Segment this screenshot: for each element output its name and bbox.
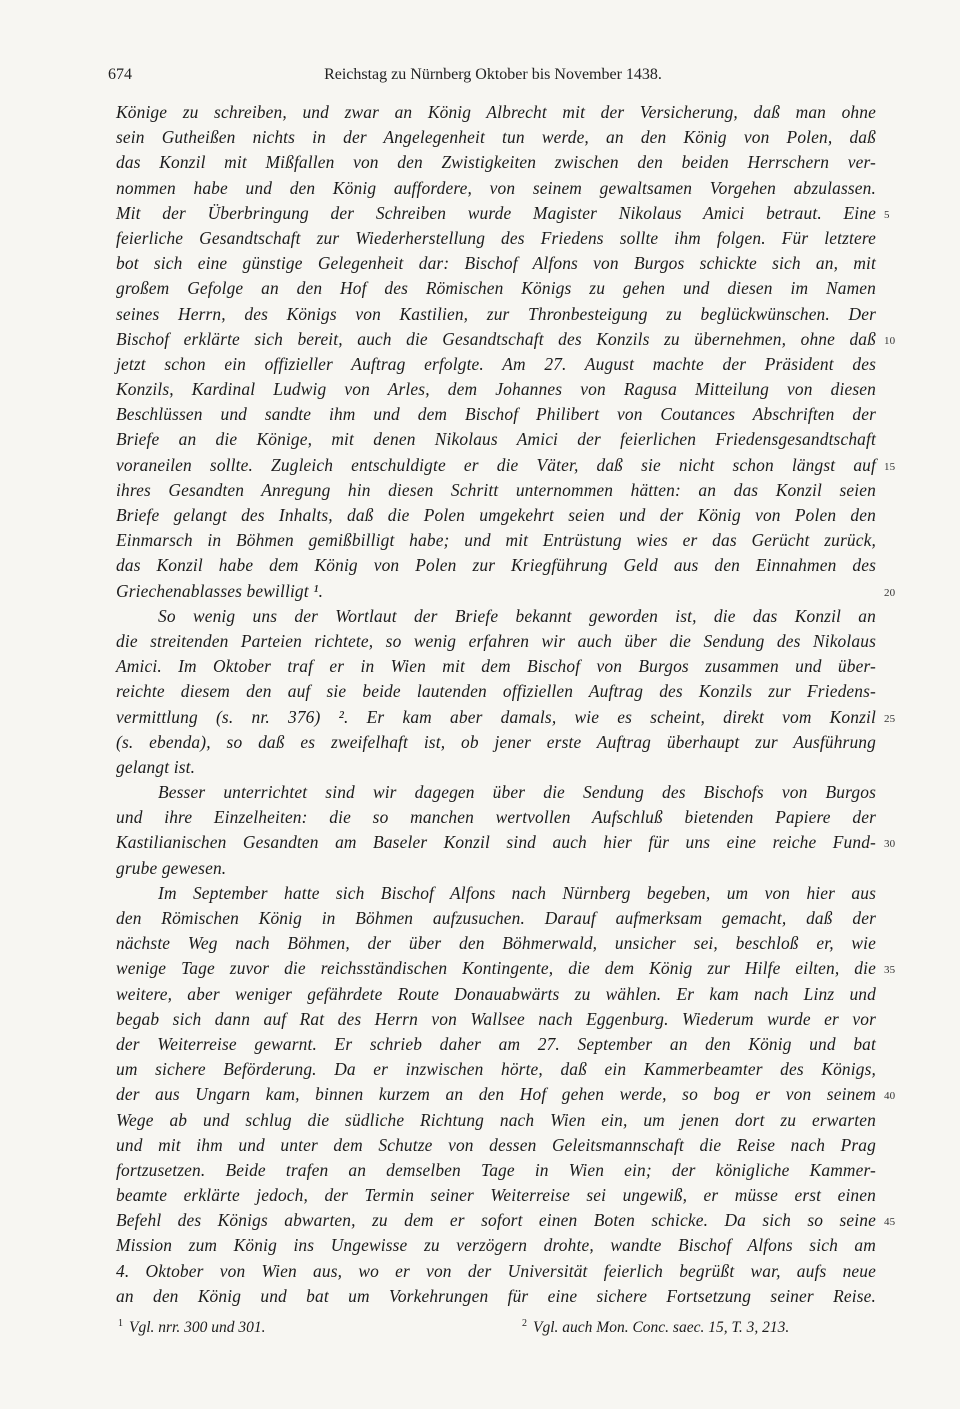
text-line-content: bot sich eine günstige Gelegenheit dar: Bischof Alfons von Burgos schickte sich an, mit <box>116 253 876 274</box>
text-line-content: ihres Gesandten Anregung hin diesen Schritt unternommen hätten: an das Konzil seien <box>116 479 876 500</box>
text-line-content: an den König und bat um Vorkehrungen für eine sichere Fortsetzung seiner Reise. <box>116 1285 876 1306</box>
text-line <box>116 730 876 755</box>
text-line <box>116 402 876 427</box>
line-number: 5 <box>884 208 890 221</box>
text-line <box>116 805 876 830</box>
text-line <box>116 780 876 805</box>
text-line-content: und mit ihm und unter dem Schutze von dessen Geleitsmannschaft die Reise nach Prag <box>116 1134 876 1155</box>
text-line-content: um sichere Beförderung. Da er inzwischen hörte, daß ein Kammerbeamter des Königs, <box>116 1059 876 1080</box>
text-line <box>116 377 876 402</box>
text-line-content: (s. ebenda), so daß es zweifelhaft ist, ob jener erste Auftrag überhaupt zur Ausführung <box>116 731 876 752</box>
text-line <box>116 150 876 175</box>
text-line-content: und ihre Einzelheiten: die so manchen wertvollen Aufschluß bietenden Papiere der <box>116 807 876 828</box>
text-line <box>116 982 876 1007</box>
line-number: 35 <box>884 964 896 977</box>
text-line <box>116 956 896 981</box>
line-number: 20 <box>884 586 896 599</box>
text-line <box>116 1284 876 1309</box>
text-line-content: der Weiterreise gewarnt. Er schrieb daher am 27. September an den König und bat <box>116 1033 876 1054</box>
text-line <box>116 427 876 452</box>
text-line-content: sein Gutheißen nichts in der Angelegenheit tun werde, an den König von Polen, daß <box>116 127 876 148</box>
footnote-2 <box>522 1318 789 1337</box>
text-line-content: Beschlüssen und sandte ihm und dem Bischof Philibert von Coutances Abschriften der <box>116 404 876 425</box>
text-line <box>116 705 896 730</box>
text-line-content: weitere, aber weniger gefährdete Route Donauabwärts zu wählen. Er kam nach Linz und <box>116 983 876 1004</box>
text-line <box>116 579 896 604</box>
line-number: 45 <box>884 1216 896 1229</box>
text-line-content: nächste Weg nach Böhmen, der über den Böhmerwald, unsicher sei, beschloß er, wie <box>116 933 876 954</box>
text-line <box>116 226 876 251</box>
text-line-content: der aus Ungarn kam, binnen kurzem an den Hof gehen werde, so bog er von seinem <box>116 1084 876 1105</box>
text-line <box>116 1208 896 1233</box>
text-line <box>116 327 896 352</box>
text-line-content: wenige Tage zuvor die reichsständischen Kontingente, die dem König zur Hilfe eilten, die <box>116 958 876 979</box>
footnote-text: Vgl. nrr. 300 und 301. <box>129 1319 266 1337</box>
text-line <box>116 1259 876 1284</box>
text-line-content: 4. Oktober von Wien aus, wo er von der Universität feierlich begrüßt war, aufs neue <box>116 1260 876 1281</box>
footnote-text: Vgl. auch Mon. Conc. saec. 15, T. 3, 213. <box>533 1319 790 1337</box>
running-title: Reichstag zu Nürnberg Oktober bis November 1438. <box>324 66 662 83</box>
page-header <box>108 66 878 88</box>
text-line <box>116 654 876 679</box>
body-text <box>116 100 896 1309</box>
text-line <box>116 503 876 528</box>
text-line-content: Konzils, Kardinal Ludwig von Arles, dem Johannes von Ragusa Mitteilung von diesen <box>116 379 876 400</box>
text-line <box>116 478 876 503</box>
text-line <box>116 830 896 855</box>
text-line <box>116 881 876 906</box>
text-line <box>116 931 876 956</box>
text-line-content: grube gewesen. <box>116 857 227 878</box>
footnote-mark: 1 <box>118 1318 123 1329</box>
text-line <box>116 1007 876 1032</box>
text-line-content: Mission zum König ins Ungewisse zu verzögern drohte, wandte Bischof Alfons sich am <box>116 1235 876 1256</box>
text-line <box>116 906 876 931</box>
text-line <box>116 176 876 201</box>
text-line-content: die streitenden Parteien richtete, so wenig erfahren wir auch über die Sendung des Nikolaus <box>116 630 876 651</box>
text-line-content: feierliche Gesandtschaft zur Wiederherstellung des Friedens sollte ihm folgen. Für letztere <box>116 227 876 248</box>
text-line <box>116 1082 896 1107</box>
footnote-1 <box>118 1318 266 1337</box>
line-number: 30 <box>884 838 896 851</box>
text-line <box>116 352 876 377</box>
text-line <box>116 201 890 226</box>
text-line-content: beamte erklärte jedoch, der Termin seiner Weiterreise sei ungewiß, er müsse erst einen <box>116 1185 876 1206</box>
text-line <box>116 1133 876 1158</box>
text-line <box>116 1108 876 1133</box>
text-line-content: Griechenablasses bewilligt ¹. <box>116 580 324 601</box>
text-line-content: Einmarsch in Böhmen gemißbilligt habe; und mit Entrüstung wies er das Gerücht zurück, <box>116 530 876 551</box>
text-line-content: jetzt schon ein offizieller Auftrag erfolgte. Am 27. August machte der Präsident des <box>116 353 876 374</box>
text-line-content: den Römischen König in Böhmen aufzusuchen. Darauf aufmerksam gemacht, daß der <box>116 908 876 928</box>
text-line-content: großem Gefolge an den Hof des Römischen Königs zu gehen und diesen im Namen <box>116 278 876 299</box>
text-line <box>116 1158 876 1183</box>
text-line <box>116 856 876 881</box>
text-line <box>116 629 876 654</box>
text-line <box>116 125 876 150</box>
text-line-content: Im September hatte sich Bischof Alfons nach Nürnberg begeben, um von hier aus <box>158 882 876 903</box>
line-number: 15 <box>884 460 896 473</box>
text-line <box>116 755 876 780</box>
text-line-content: Wege ab und schlug die südliche Richtung nach Wien ein, um jenen dort zu erwarten <box>116 1109 876 1130</box>
text-line-content: fortzusetzen. Beide trafen an demselben Tage in Wien ein; der königliche Kammer- <box>116 1159 876 1180</box>
text-line <box>116 553 876 578</box>
text-line-content: das Konzil habe dem König von Polen zur Kriegführung Geld aus den Einnahmen des <box>116 555 876 576</box>
text-line <box>116 302 876 327</box>
text-line-content: Befehl des Königs abwarten, zu dem er sofort einen Boten schicke. Da sich so seine <box>116 1210 876 1231</box>
text-line <box>116 251 876 276</box>
text-line <box>116 528 876 553</box>
text-line-content: begab sich dann auf Rat des Herrn von Wallsee nach Eggenburg. Wiederum wurde er vor <box>116 1008 876 1029</box>
text-line-content: Mit der Überbringung der Schreiben wurde Magister Nikolaus Amici betraut. Eine <box>116 202 876 223</box>
text-line-content: Briefe an die Könige, mit denen Nikolaus Amici der feierlichen Friedensgesandtschaft <box>116 429 876 450</box>
text-line-content: Briefe gelangt des Inhalts, daß die Polen umgekehrt seien und der König von Polen den <box>116 505 876 525</box>
text-line <box>116 679 876 704</box>
text-line-content: seines Herrn, des Königs von Kastilien, zur Thronbesteigung zu beglückwünschen. Der <box>116 303 876 324</box>
text-line <box>116 1183 876 1208</box>
text-line-content: voraneilen sollte. Zugleich entschuldigte er die Väter, daß sie nicht schon längst auf <box>116 454 876 475</box>
footnote-mark: 2 <box>522 1318 527 1329</box>
text-line <box>116 604 876 629</box>
text-line-content: reichte diesem den auf sie beide lautenden offiziellen Auftrag des Konzils zur Friedens- <box>116 681 876 702</box>
text-line-content: nommen habe und den König auffordere, von seinem gewaltsamen Vorgehen abzulassen. <box>116 177 876 198</box>
text-line-content: So wenig uns der Wortlaut der Briefe bekannt geworden ist, die das Konzil an <box>158 605 876 626</box>
text-line <box>116 1032 876 1057</box>
text-line <box>116 100 876 125</box>
text-line-content: Amici. Im Oktober traf er in Wien mit dem Bischof von Burgos zusammen und über- <box>116 656 876 677</box>
line-number: 25 <box>884 712 896 725</box>
text-line <box>116 453 896 478</box>
text-line-content: Könige zu schreiben, und zwar an König Albrecht mit der Versicherung, daß man ohne <box>116 102 876 122</box>
text-line <box>116 276 876 301</box>
text-line-content: Bischof erklärte sich bereit, auch die Gesandtschaft des Konzils zu übernehmen, ohne daß <box>116 328 876 349</box>
footnotes <box>118 1318 878 1342</box>
page-number: 674 <box>108 66 132 83</box>
line-number: 10 <box>884 334 896 347</box>
text-line-content: vermittlung (s. nr. 376) ². Er kam aber damals, wie es scheint, direkt vom Konzil <box>116 706 876 727</box>
text-line-content: das Konzil mit Mißfallen von den Zwistigkeiten zwischen den beiden Herrschern ver- <box>116 152 876 173</box>
line-number: 40 <box>884 1090 896 1103</box>
text-line-content: Kastilianischen Gesandten am Baseler Konzil sind auch hier für uns eine reiche Fund- <box>116 832 876 853</box>
text-line-content: Besser unterrichtet sind wir dagegen über die Sendung des Bischofs von Burgos <box>158 782 876 803</box>
text-line <box>116 1233 876 1258</box>
text-line-content: gelangt ist. <box>116 756 196 777</box>
text-line <box>116 1057 876 1082</box>
